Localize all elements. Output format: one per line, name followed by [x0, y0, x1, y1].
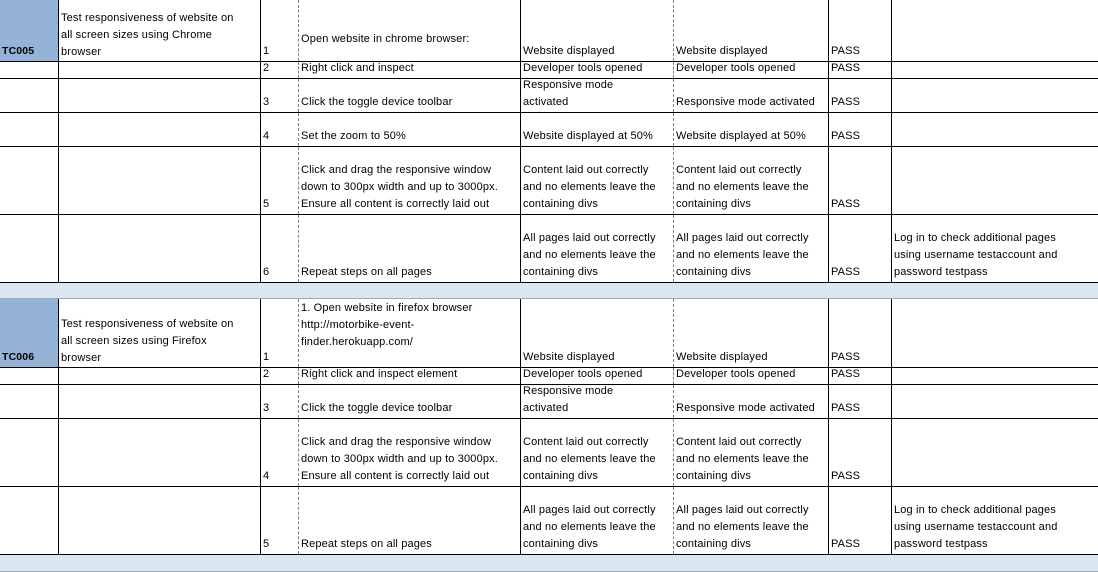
step-number: 3: [263, 96, 270, 108]
actual-result: Content laid out correctly and no elements leave the containing divs: [676, 164, 809, 210]
result-cell[interactable]: [829, 385, 892, 418]
notes-cell[interactable]: [892, 215, 1098, 282]
notes-cell[interactable]: [892, 0, 1098, 61]
result-cell[interactable]: [829, 368, 892, 384]
actual-result: All pages laid out correctly and no elements leave the containing divs: [676, 232, 809, 278]
description-cell[interactable]: [59, 368, 261, 384]
step-action: Right click and inspect element: [301, 368, 458, 380]
test-description: Test responsiveness of website on all screen sizes using Chrome browser: [61, 12, 234, 58]
step-number: 1: [263, 351, 270, 363]
step-action: Click the toggle device toolbar: [301, 402, 453, 414]
actual-cell[interactable]: [674, 368, 829, 384]
step-number-cell[interactable]: [261, 147, 299, 214]
expected-cell[interactable]: [521, 215, 674, 282]
step-number-cell[interactable]: [261, 299, 299, 367]
table-row: [0, 368, 1098, 385]
table-row: [0, 0, 1098, 62]
expected-result: Developer tools opened: [523, 62, 643, 74]
expected-cell[interactable]: [521, 487, 674, 554]
step-number-cell[interactable]: [261, 62, 299, 78]
step-number: 1: [263, 45, 270, 57]
result-cell[interactable]: [829, 215, 892, 282]
pass-status: PASS: [831, 470, 861, 482]
test-case-id-cell[interactable]: [0, 368, 59, 384]
test-case-id: TC005: [2, 45, 35, 57]
actual-cell[interactable]: [674, 79, 829, 112]
expected-result: Website displayed: [523, 45, 615, 57]
test-case-id-cell[interactable]: [0, 487, 59, 554]
actual-result: Website displayed: [676, 351, 768, 363]
step-number-cell[interactable]: [261, 368, 299, 384]
step-number-cell[interactable]: [261, 215, 299, 282]
test-case-id-cell[interactable]: [0, 419, 59, 486]
step-number-cell[interactable]: [261, 419, 299, 486]
step-action: Click the toggle device toolbar: [301, 96, 453, 108]
actual-cell[interactable]: [674, 147, 829, 214]
expected-result: Developer tools opened: [523, 368, 643, 380]
action-cell[interactable]: [299, 487, 521, 554]
expected-cell[interactable]: [521, 299, 674, 367]
expected-cell[interactable]: [521, 79, 674, 112]
description-cell[interactable]: [59, 299, 261, 367]
notes-cell[interactable]: [892, 113, 1098, 146]
expected-result: Website displayed: [523, 351, 615, 363]
notes-cell[interactable]: [892, 368, 1098, 384]
notes: Log in to check additional pages using username testaccount and password testpass: [894, 504, 1058, 550]
actual-result: All pages laid out correctly and no elements leave the containing divs: [676, 504, 809, 550]
table-row: [0, 79, 1098, 113]
action-cell[interactable]: [299, 79, 521, 112]
action-cell[interactable]: [299, 62, 521, 78]
pass-status: PASS: [831, 62, 861, 74]
expected-result: Content laid out correctly and no elements leave the containing divs: [523, 436, 656, 482]
actual-result: Content laid out correctly and no elements leave the containing divs: [676, 436, 809, 482]
result-cell[interactable]: [829, 299, 892, 367]
step-number-cell[interactable]: [261, 0, 299, 61]
description-cell[interactable]: [59, 215, 261, 282]
result-cell[interactable]: [829, 419, 892, 486]
description-cell[interactable]: [59, 385, 261, 418]
result-cell[interactable]: [829, 487, 892, 554]
actual-result: Website displayed at 50%: [676, 130, 806, 142]
step-action: [301, 14, 519, 61]
result-cell[interactable]: [829, 62, 892, 78]
test-case-id-cell[interactable]: [0, 215, 59, 282]
action-cell[interactable]: [299, 113, 521, 146]
description-cell[interactable]: [59, 113, 261, 146]
step-number: 4: [263, 130, 270, 142]
actual-result: Developer tools opened: [676, 368, 796, 380]
table-row: [0, 487, 1098, 555]
action-cell[interactable]: [299, 0, 521, 61]
result-cell[interactable]: [829, 113, 892, 146]
expected-result: Responsive mode activated: [523, 79, 614, 108]
expected-cell[interactable]: [521, 368, 674, 384]
step-number-cell[interactable]: [261, 79, 299, 112]
description-cell[interactable]: [59, 147, 261, 214]
pass-status: PASS: [831, 351, 861, 363]
expected-result: All pages laid out correctly and no elements leave the containing divs: [523, 504, 656, 550]
notes-cell[interactable]: [892, 147, 1098, 214]
step-number: 3: [263, 402, 270, 414]
expected-result: Content laid out correctly and no elements leave the containing divs: [523, 164, 656, 210]
description-cell[interactable]: [59, 62, 261, 78]
step-action: Set the zoom to 50%: [301, 130, 406, 142]
step-number-cell[interactable]: [261, 113, 299, 146]
description-cell[interactable]: [59, 0, 261, 61]
expected-cell[interactable]: [521, 385, 674, 418]
step-action: Right click and inspect: [301, 62, 414, 74]
actual-cell[interactable]: [674, 0, 829, 61]
pass-status: PASS: [831, 538, 861, 550]
test-case-id-cell[interactable]: [0, 79, 59, 112]
actual-cell[interactable]: [674, 62, 829, 78]
expected-result: Website displayed at 50%: [523, 130, 653, 142]
expected-cell[interactable]: [521, 419, 674, 486]
test-case-id-cell[interactable]: [0, 113, 59, 146]
pass-status: PASS: [831, 96, 861, 108]
result-cell[interactable]: [829, 0, 892, 61]
notes-cell[interactable]: [892, 62, 1098, 78]
actual-cell[interactable]: [674, 299, 829, 367]
notes-cell[interactable]: [892, 299, 1098, 367]
expected-cell[interactable]: [521, 62, 674, 78]
expected-cell[interactable]: [521, 147, 674, 214]
description-cell[interactable]: [59, 79, 261, 112]
step-action: Click and drag the responsive window down to 300px width and up to 3000px. Ensure all content is correctly laid out: [301, 164, 498, 210]
test-case-id-cell[interactable]: [0, 62, 59, 78]
step-number: 2: [263, 62, 270, 74]
test-case-id-cell[interactable]: [0, 299, 59, 367]
pass-status: PASS: [831, 198, 861, 210]
table-row: [0, 215, 1098, 283]
step-number: 4: [263, 470, 270, 482]
action-cell[interactable]: [299, 215, 521, 282]
test-case-id: TC006: [2, 351, 35, 363]
step-action: Repeat steps on all pages: [301, 538, 432, 550]
expected-cell[interactable]: [521, 0, 674, 61]
action-cell[interactable]: [299, 368, 521, 384]
test-description: Test responsiveness of website on all screen sizes using Firefox browser: [61, 318, 234, 364]
expected-result: Responsive mode activated: [523, 385, 614, 414]
actual-cell[interactable]: [674, 487, 829, 554]
actual-result: Developer tools opened: [676, 62, 796, 74]
step-number: 5: [263, 538, 270, 550]
notes-cell[interactable]: [892, 385, 1098, 418]
actual-cell[interactable]: [674, 215, 829, 282]
action-cell[interactable]: [299, 299, 521, 367]
step-number: 5: [263, 198, 270, 210]
actual-cell[interactable]: [674, 113, 829, 146]
table-row: [0, 147, 1098, 215]
expected-result: All pages laid out correctly and no elements leave the containing divs: [523, 232, 656, 278]
description-cell[interactable]: [59, 487, 261, 554]
actual-cell[interactable]: [674, 419, 829, 486]
step-action-text: Open website in chrome browser:: [301, 33, 470, 45]
result-cell[interactable]: [829, 79, 892, 112]
step-action: Repeat steps on all pages: [301, 266, 432, 278]
table-row: [0, 299, 1098, 368]
action-cell[interactable]: [299, 419, 521, 486]
step-number-cell[interactable]: [261, 487, 299, 554]
pass-status: PASS: [831, 266, 861, 278]
actual-result: Responsive mode activated: [676, 402, 815, 414]
notes: Log in to check additional pages using username testaccount and password testpass: [894, 232, 1058, 278]
expected-cell[interactable]: [521, 113, 674, 146]
step-number: 6: [263, 266, 270, 278]
test-case-id-cell[interactable]: [0, 0, 59, 61]
table-row: [0, 62, 1098, 79]
pass-status: PASS: [831, 368, 861, 380]
row-separator: [0, 555, 1098, 572]
pass-status: PASS: [831, 130, 861, 142]
action-cell[interactable]: [299, 385, 521, 418]
row-separator: [0, 283, 1098, 299]
actual-cell[interactable]: [674, 385, 829, 418]
step-number-cell[interactable]: [261, 385, 299, 418]
pass-status: PASS: [831, 402, 861, 414]
step-action: 1. Open website in firefox browser http://motorbike-event- finder.herokuapp.com/: [301, 302, 473, 348]
description-cell[interactable]: [59, 419, 261, 486]
actual-result: Responsive mode activated: [676, 96, 815, 108]
step-action: Click and drag the responsive window down to 300px width and up to 3000px. Ensure all content is correctly laid out: [301, 436, 498, 482]
test-case-id-cell[interactable]: [0, 385, 59, 418]
notes-cell[interactable]: [892, 419, 1098, 486]
step-number: 2: [263, 368, 270, 380]
notes-cell[interactable]: [892, 487, 1098, 554]
notes-cell[interactable]: [892, 79, 1098, 112]
action-cell[interactable]: [299, 147, 521, 214]
result-cell[interactable]: [829, 147, 892, 214]
actual-result: Website displayed: [676, 45, 768, 57]
table-row: [0, 113, 1098, 147]
table-row: [0, 419, 1098, 487]
table-row: [0, 385, 1098, 419]
pass-status: PASS: [831, 45, 861, 57]
test-case-id-cell[interactable]: [0, 147, 59, 214]
